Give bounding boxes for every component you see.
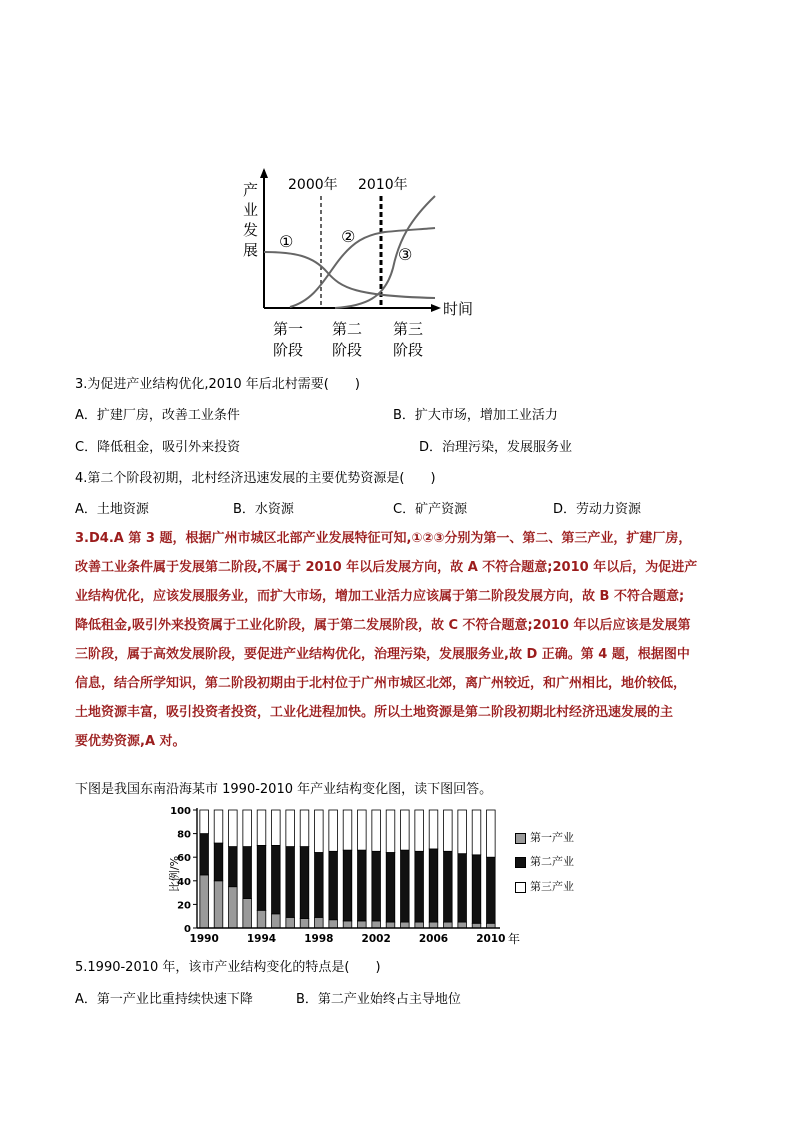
bar-segment <box>272 914 281 928</box>
bar-segment <box>472 810 481 855</box>
bar-segment <box>315 852 324 917</box>
q5-option-a: A．第一产业比重持续快速下降 <box>75 992 253 1007</box>
y-tick-label: 60 <box>177 853 191 865</box>
diagram-y-arrow <box>260 168 268 178</box>
curve-secondary <box>290 228 435 307</box>
x-tick-label: 1998 <box>304 933 334 945</box>
q4-stem: 4.第二个阶段初期，北村经济迅速发展的主要优势资源是( ) <box>75 471 436 486</box>
bar-segment <box>286 847 295 918</box>
bar-segment <box>358 850 367 921</box>
answer-explanation <box>75 524 725 756</box>
curve-label-3: ③ <box>398 245 413 264</box>
bar-segment <box>329 920 338 928</box>
bar-segment <box>487 810 496 857</box>
bar-segment <box>415 851 424 922</box>
x-tick-label: 2010 <box>476 933 506 945</box>
bar-segment <box>286 917 295 928</box>
bar-segment <box>243 847 252 899</box>
bar-segment <box>429 922 438 928</box>
stage-2-line1: 第二 <box>332 320 363 338</box>
diagram-ylabel-char: 展 <box>243 241 259 259</box>
bar-segment <box>214 810 223 843</box>
bar-segment <box>229 810 238 847</box>
q3-stem: 3.为促进产业结构优化,2010 年后北村需要( ) <box>75 377 360 392</box>
bar-segment <box>229 887 238 928</box>
y-tick-label: 100 <box>170 806 191 817</box>
bar-segment <box>272 845 281 913</box>
diagram-ylabel-char: 产 <box>243 181 259 199</box>
bar-segment <box>472 855 481 923</box>
q4-option-b: B．水资源 <box>233 502 294 517</box>
stage-1-line1: 第一 <box>273 320 304 338</box>
diagram-year-2010: 2010年 <box>358 177 408 193</box>
y-tick-label: 0 <box>184 924 191 935</box>
diagram-year-2000: 2000年 <box>288 177 338 193</box>
chart-ylabel: 比例/% <box>168 855 181 893</box>
bar-segment <box>200 834 209 875</box>
answer-line: 信息，结合所学知识，第二阶段初期由于北村位于广州市城区北郊，离广州较近，和广州相比，地价较低， <box>75 676 687 691</box>
answer-line: 3.D4.A 第 3 题，根据广州市城区北部产业发展特征可知,①②③分别为第一、第二、第三产业，扩建厂房， <box>75 531 692 546</box>
bar-segment <box>386 922 395 928</box>
stage-diagram-svg <box>235 168 474 368</box>
legend-label: 第三产业 <box>530 880 574 893</box>
bar-segment <box>214 843 223 881</box>
bar-segment <box>415 922 424 928</box>
q5-stem: 5.1990-2010 年，该市产业结构变化的特点是( ) <box>75 960 381 975</box>
q4-option-c: C．矿产资源 <box>393 502 468 517</box>
curve-label-1: ① <box>279 232 294 251</box>
bar-segment <box>358 921 367 928</box>
bar-segment <box>458 922 467 928</box>
bar-segment <box>343 810 352 850</box>
answer-line: 土地资源丰富，吸引投资者投资，工业化进程加快。所以土地资源是第二阶段初期北村经济迅速发展的主 <box>75 705 674 720</box>
bar-segment <box>487 857 496 923</box>
q3-option-d: D．治理污染，发展服务业 <box>419 440 573 455</box>
bar-segment <box>257 910 266 928</box>
bar-segment <box>243 899 252 929</box>
bar-segment <box>372 921 381 928</box>
x-tick-label: 1990 <box>189 933 219 945</box>
legend-label: 第二产业 <box>530 855 574 868</box>
bar-segment <box>214 881 223 928</box>
q4-option-a: A．土地资源 <box>75 502 149 517</box>
bar-segment <box>315 810 324 852</box>
bar-segment <box>429 810 438 849</box>
bar-segment <box>257 810 266 845</box>
y-tick-label: 80 <box>177 829 191 841</box>
bar-segment <box>458 854 467 922</box>
bar-segment <box>257 845 266 910</box>
bar-segment <box>415 810 424 851</box>
diagram-ylabel-char: 发 <box>243 221 259 239</box>
q4-option-d: D．劳动力资源 <box>553 502 642 517</box>
q3-option-c: C．降低租金，吸引外来投资 <box>75 440 241 455</box>
legend-item-primary <box>515 829 574 845</box>
y-tick-label: 20 <box>177 900 191 912</box>
answer-line: 要优势资源,A 对。 <box>75 734 186 749</box>
bar-segment <box>444 922 453 928</box>
bar-segment <box>329 810 338 851</box>
q3-option-a: A．扩建厂房，改善工业条件 <box>75 408 240 423</box>
stage-diagram <box>235 168 474 368</box>
legend-swatch-primary <box>515 833 526 844</box>
bar-segment <box>444 851 453 922</box>
bar-segment <box>386 810 395 852</box>
diagram-x-arrow <box>431 304 441 312</box>
bar-segment <box>300 847 309 919</box>
answer-line: 降低租金,吸引外来投资属于工业化阶段，属于第二发展阶段，故 C 不符合题意;2010 年以后应该是发展第 <box>75 618 691 633</box>
bar-segment <box>300 919 309 928</box>
bar-segment <box>358 810 367 850</box>
bar-segment <box>243 810 252 847</box>
legend-label: 第一产业 <box>530 831 574 844</box>
x-tick-label: 2002 <box>361 933 391 945</box>
legend-item-tertiary <box>515 878 574 894</box>
bar-segment <box>200 875 209 928</box>
legend-swatch-tertiary <box>515 882 526 893</box>
stage-2-line2: 阶段 <box>332 341 363 359</box>
q5-option-b: B．第二产业始终占主导地位 <box>296 992 461 1007</box>
bar-segment <box>487 923 496 928</box>
bar-segment <box>386 852 395 922</box>
curve-tertiary <box>335 196 435 308</box>
bar-segment <box>343 921 352 928</box>
bar-segment <box>372 851 381 921</box>
bar-segment <box>329 851 338 919</box>
answer-line: 业结构优化，应该发展服务业，而扩大市场，增加工业活力应该属于第二阶段发展方向，故 B 不符合题意; <box>75 589 685 604</box>
x-tick-label: 2006 <box>418 933 449 945</box>
chart-intro: 下图是我国东南沿海某市 1990-2010 年产业结构变化图，读下图回答。 <box>75 782 493 797</box>
bar-segment <box>229 847 238 887</box>
stage-3-line2: 阶段 <box>393 341 424 359</box>
bar-segment <box>300 810 309 847</box>
answer-line: 改善工业条件属于发展第二阶段,不属于 2010 年以后发展方向，故 A 不符合题意;2010 年以后，为促进产 <box>75 560 698 575</box>
bar-segment <box>472 923 481 928</box>
x-tick-label: 1994 <box>246 933 277 945</box>
bar-segment <box>444 810 453 851</box>
bar-segment <box>429 849 438 922</box>
bar-segment <box>200 810 209 834</box>
stage-3-line1: 第三 <box>393 320 424 338</box>
bar-segment <box>272 810 281 845</box>
diagram-ylabel-char: 业 <box>243 201 259 219</box>
bar-segment <box>401 810 410 850</box>
y-tick-label: 40 <box>177 876 191 888</box>
answer-line: 三阶段，属于高效发展阶段，要促进产业结构优化，治理污染，发展服务业,故 D 正确。第 4 题，根据图中 <box>75 647 690 662</box>
legend-swatch-secondary <box>515 857 526 868</box>
bar-segment <box>401 850 410 922</box>
bar-segment <box>372 810 381 851</box>
bar-segment <box>401 922 410 928</box>
legend-item-secondary <box>515 853 574 869</box>
chart-xlabel: 年 <box>508 932 521 946</box>
stage-1-line2: 阶段 <box>273 341 304 359</box>
industry-structure-chart <box>165 802 585 952</box>
bar-segment <box>315 917 324 928</box>
bar-segment <box>458 810 467 854</box>
bar-segment <box>343 850 352 921</box>
curve-label-2: ② <box>341 227 356 246</box>
bar-segment <box>286 810 295 847</box>
bar-chart-svg <box>165 802 585 952</box>
diagram-x-label: 时间 <box>443 300 474 318</box>
q3-option-b: B．扩大市场，增加工业活力 <box>393 408 558 423</box>
